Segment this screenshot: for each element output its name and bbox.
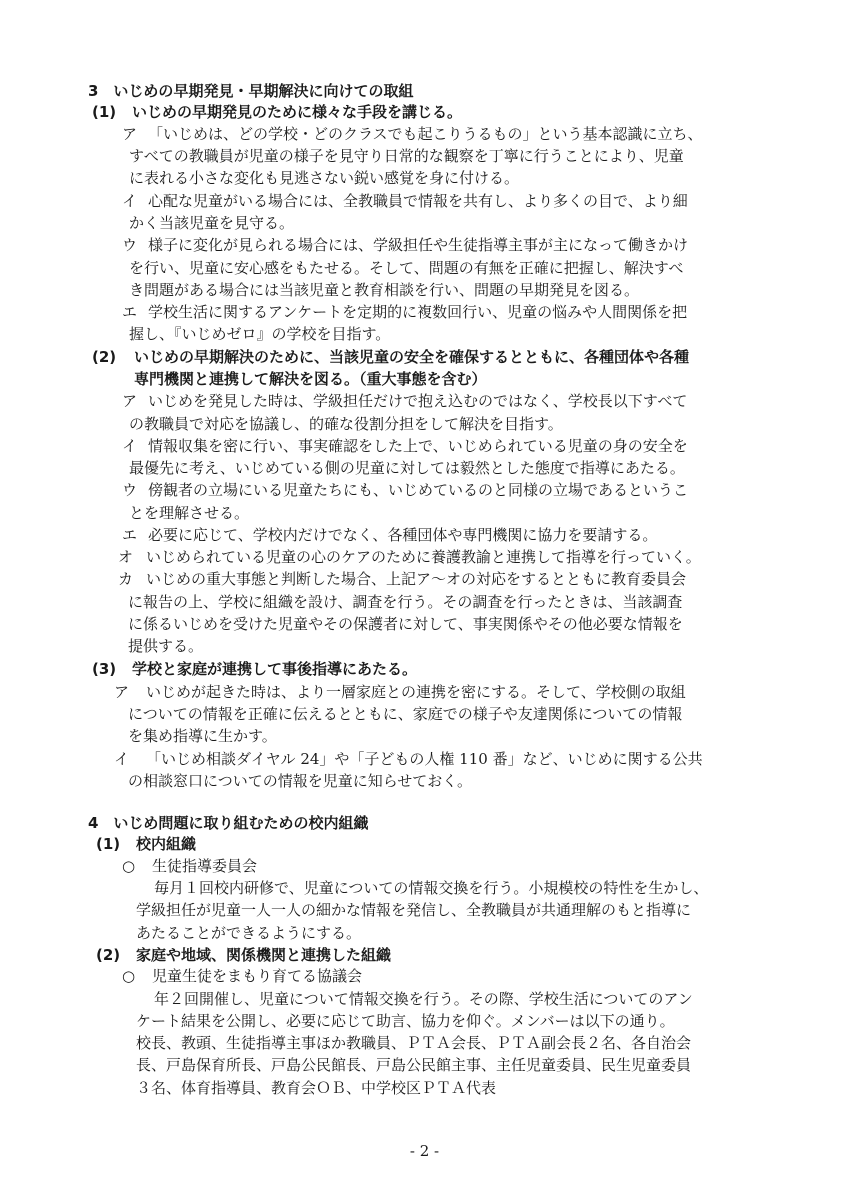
circle-bullet-icon: ○: [122, 967, 136, 986]
section-3-heading: 3 いじめの早期発見・早期解決に向けての取組: [88, 82, 414, 100]
org-item-line: 長、戸島保育所長、戸島公民館長、戸島公民館主事、主任児童委員、民生児童委員: [136, 1056, 692, 1075]
subsection-3-2-heading-cont: 専門機関と連携して解決を図る。（重大事態を含む）: [134, 369, 487, 388]
item-line: き問題がある場合には当該児童と教育相談を行い、問題の早期発見を図る。: [129, 280, 640, 299]
subsection-3-2-heading: [92, 346, 689, 368]
item-marker: ア: [114, 682, 130, 701]
org-item-line: 校長、教頭、生徒指導主事ほか教職員、ＰＴＡ会長、ＰＴＡ副会長２名、各自治会: [136, 1034, 692, 1053]
subsection-3-1-heading: [92, 101, 462, 123]
org-item-title: 児童生徒をまもり育てる協議会: [152, 967, 363, 986]
item-line: に係るいじめを受けた児童やその保護者に対して、事実関係やその他必要な情報を: [128, 615, 683, 634]
item-line: 必要に応じて、学校内だけでなく、各種団体や専門機関に協力を要請する。: [148, 525, 658, 544]
item-marker: ウ: [122, 236, 138, 255]
subsection-number: (3): [92, 660, 117, 679]
item-line: 握し、『いじめゼロ』の学校を目指す。: [129, 325, 391, 344]
section-4-heading: 4 いじめ問題に取り組むための校内組織: [88, 813, 369, 832]
subsection-title: 校内組織: [136, 835, 197, 854]
item-line: に表れる小さな変化も見逃さない鋭い感覚を身に付ける。: [129, 169, 520, 188]
item-marker: イ: [122, 191, 138, 210]
item-line: の教職員で対応を協議し、的確な役割分担をして解決を目指す。: [129, 414, 563, 433]
item-line: 学校生活に関するアンケートを定期的に複数回行い、児童の悩みや人間関係を把: [148, 303, 688, 322]
subsection-3-3-heading: [92, 658, 417, 680]
item-marker: ウ: [122, 481, 138, 500]
item-line: の相談窓口についての情報を児童に知らせておく。: [128, 771, 472, 790]
item-marker: エ: [122, 525, 138, 544]
org-item-title: 生徒指導委員会: [152, 856, 258, 875]
item-line: 提供する。: [128, 637, 204, 656]
org-item-line: ケート結果を公開し、必要に応じて助言、協力を仰ぐ。メンバーは以下の通り。: [136, 1011, 675, 1030]
item-line: すべての教職員が児童の様子を見守り日常的な観察を丁寧に行うことにより、児童: [129, 147, 684, 166]
item-line: かく当該児童を見守る。: [129, 213, 295, 232]
subsection-title: 学校と家庭が連携して事後指導にあたる。: [132, 660, 418, 679]
org-item-line: 学級担任が児童一人一人の細かな情報を発信し、全教職員が共通理解のもと指導に: [136, 901, 692, 920]
subsection-title: いじめの早期発見のために様々な手段を講じる。: [132, 103, 463, 122]
subsection-number: (2): [92, 347, 117, 366]
item-line: いじめられている児童の心のケアのために養護教諭と連携して指導を行っていく。: [146, 548, 701, 567]
item-marker: イ: [122, 436, 138, 455]
item-line: 最優先に考え、いじめている側の児童に対しては毅然とした態度で指導にあたる。: [129, 459, 685, 478]
item-line: いじめを発見した時は、学級担任だけで抱え込むのではなく、学校長以下すべて: [148, 392, 688, 411]
org-item-line: 年２回開催し、児童について情報交換を行う。その際、学校生活についてのアン: [154, 989, 693, 1008]
subsection-title: 家庭や地域、関係機関と連携した組織: [136, 945, 392, 964]
item-line: 心配な児童がいる場合には、全教職員で情報を共有し、より多くの目で、より細: [148, 191, 688, 210]
item-line: 「いじめは、どの学校・どのクラスでも起こりうるもの」という基本認識に立ち、: [148, 124, 703, 143]
item-line: を行い、児童に安心感をもたせる。そして、問題の有無を正確に把握し、解決すべ: [129, 258, 684, 277]
subsection-title-line: いじめの早期解決のために、当該児童の安全を確保するとともに、各種団体や各種: [134, 347, 690, 366]
item-line: 情報収集を密に行い、事実確認をした上で、いじめられている児童の身の安全を: [148, 436, 688, 455]
item-line: いじめが起きた時は、より一層家庭との連携を密にする。そして、学校側の取組: [146, 682, 686, 701]
item-line: についての情報を正確に伝えるとともに、家庭での様子や友達関係についての情報: [128, 705, 683, 724]
item-marker: イ: [114, 749, 130, 768]
item-line: 「いじめ相談ダイヤル 24」や「子どもの人権 110 番」など、いじめに関する公共: [146, 749, 703, 768]
item-marker: ア: [122, 124, 138, 143]
subsection-number: (2): [96, 945, 121, 964]
item-marker: オ: [118, 548, 134, 567]
page-number: - 2 -: [409, 1142, 440, 1160]
item-line: いじめの重大事態と判断した場合、上記ア～オの対応をするとともに教育委員会: [146, 570, 687, 589]
item-line: に報告の上、学校に組織を設け、調査を行う。その調査を行ったときは、当該調査: [128, 592, 683, 611]
item-line: 様子に変化が見られる場合には、学級担任や生徒指導主事が主になって働きかけ: [148, 236, 689, 255]
item-line: 傍観者の立場にいる児童たちにも、いじめているのと同様の立場であるというこ: [148, 481, 689, 500]
org-item-line: ３名、体育指導員、教育会ＯＢ、中学校区ＰＴＡ代表: [136, 1078, 497, 1097]
item-marker: エ: [122, 303, 138, 322]
org-item-line: あたることができるようにする。: [136, 923, 362, 942]
subsection-number: (1): [96, 835, 121, 854]
item-marker: ア: [122, 392, 138, 411]
item-line: とを理解させる。: [129, 503, 250, 522]
subsection-number: (1): [92, 103, 117, 122]
item-marker: カ: [118, 570, 134, 589]
subsection-4-2-heading: [96, 944, 391, 966]
circle-bullet-icon: ○: [122, 856, 136, 875]
item-line: を集め指導に生かす。: [128, 727, 277, 746]
org-item-line: 毎月１回校内研修で、児童についての情報交換を行う。小規模校の特性を生かし、: [154, 879, 709, 897]
subsection-4-1-heading: [96, 833, 196, 855]
